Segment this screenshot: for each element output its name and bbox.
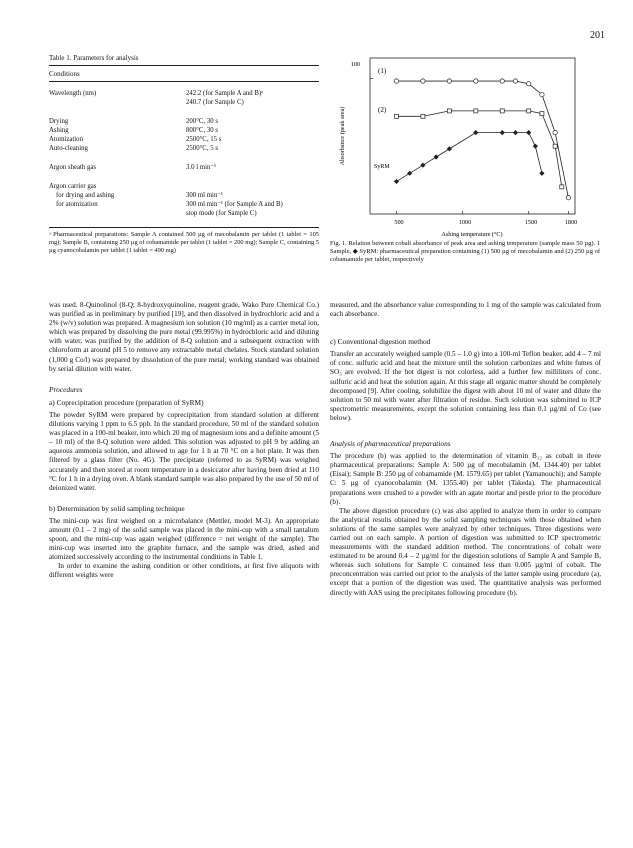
series-line-2 — [396, 111, 561, 187]
data-point — [394, 79, 398, 83]
x-tick-label: 1500 — [524, 219, 538, 226]
paragraph: The mini-cup was first weighed on a microbalance (Mettler, model M-3). An appropriate amount (0.1 – 2 mg) of the solid sample was placed in the mini-cup with a small tantalum spoon, and the mini-cup was again weighed (difference = net weight of the sample). The mini-cup was inserted into the graphite furnace, and the sample was dried, ashed and atomized successively according to the instrumental conditions in Table 1. — [49, 516, 319, 562]
paragraph: In order to examine the ashing condition or other conditions, at first five aliquots with different weights were — [49, 562, 319, 580]
data-point — [527, 109, 531, 113]
paragraph: The procedure (b) was applied to the determination of vitamin B₁₂ as cobalt in three pharmaceutical preparations: Sample A: 500 µg of mecobalamin (M. 1344.40) per tablet (Eisai); Sample B: 250 µg of cobamamide (M. 1579.65) per tablet (Yamanouchi); and Sample C: 5 µg of cyanocobalamin (M. 1355.40) per tablet (Takeda). The pharmaceutical preparations were crushed to a powder with an agate mortar and pestle prior to the procedure (b). — [330, 452, 601, 506]
data-point — [540, 92, 544, 96]
table-row-value: 200°C, 30 s — [186, 118, 218, 125]
data-point — [560, 185, 564, 189]
table-header: Conditions — [49, 70, 80, 78]
x-tick-label: 1800 — [564, 219, 578, 226]
y-tick-label: 100 — [350, 61, 360, 68]
table-top-rule — [49, 65, 319, 66]
table-caption: Table 1. Parameters for analysis — [49, 54, 139, 62]
data-point — [513, 130, 518, 135]
data-point — [474, 109, 478, 113]
table-row-label: Auto-cleaning — [49, 145, 88, 152]
curve-label-syrm: SyRM — [374, 164, 390, 170]
x-tick-label: 1000 — [458, 219, 472, 226]
figure-1-chart — [330, 52, 585, 242]
data-point — [394, 179, 399, 184]
data-point — [447, 109, 451, 113]
left-column — [49, 301, 319, 581]
data-point — [553, 144, 557, 148]
series-line-1 — [396, 81, 568, 198]
subsection-heading-c: c) Conventional digestion method — [330, 337, 431, 347]
data-point — [420, 163, 425, 168]
data-point — [533, 144, 538, 149]
table-row-label: Argon carrier gas — [49, 183, 97, 190]
table-bottom-rule — [49, 227, 319, 228]
table-row-value: stop mode (for Sample C) — [186, 210, 257, 217]
table-header-rule — [49, 81, 319, 82]
data-point — [407, 171, 412, 176]
section-heading-procedures: Procedures — [49, 384, 83, 394]
data-point — [500, 109, 504, 113]
subsection-heading-b: b) Determination by solid sampling technique — [49, 503, 185, 513]
data-point — [421, 114, 425, 118]
table-footnote: ᵃ Pharmaceutical preparations: Sample A contained 500 µg of mecobalamin per tablet (1 tablet = 105 mg); Sample B, containing 250 µg of cobamamide per tablet (1 tablet = 200 mg); Sample C, containing 5 µg cyanocobalamin per tablet (1 tablet = 490 mg) — [49, 231, 319, 254]
paragraph: Transfer an accurately weighed sample (0.5 – 1.0 g) into a 100-ml Teflon beaker, add 4 – 7 ml of conc. sulfuric acid and heat the mixture until the solution carbonizes and white fumes of SO₃ are evolved. If the hot digest is not colorless, add a further few milliliters of conc. sulfuric acid and heat the solution again. At this stage all organic matter should be completely decomposed [9]. After cooling, solubilize the digest with about 10 ml of water and dilute the solution to 50 ml with water after filtration of residue. Such solution was submitted to ICP spectrometric measurements, except the solution containing less than 0.1 µg/ml of Co (see below). — [330, 350, 601, 422]
x-axis-label: Ashing temperature (°C) — [441, 231, 503, 238]
data-point — [539, 171, 544, 176]
table-row-value: 240.7 (for Sample C) — [186, 99, 244, 106]
data-point — [526, 130, 531, 135]
table-row-value: 2500°C, 5 s — [186, 145, 218, 152]
table-row-value: 3.0 l min⁻¹ — [186, 164, 216, 171]
data-point — [500, 130, 505, 135]
x-tick-label: 500 — [394, 219, 404, 226]
table-row-label: Atomization — [49, 136, 83, 143]
series-line-3 — [396, 133, 541, 182]
table-row-label: Ashing — [49, 127, 69, 134]
data-point — [447, 79, 451, 83]
section-heading-analysis: Analysis of pharmaceutical preparations — [330, 439, 451, 449]
data-point — [513, 79, 517, 83]
y-axis-label: Absorbance (peak area) — [339, 106, 346, 166]
curve-label-1: (1) — [378, 67, 387, 75]
paragraph: The powder SyRM were prepared by coprecipitation from standard solution at different dilutions varying 1 ppm to 6.5 ppb. In the standard procedure, 50 ml of the standard solution was placed in a 100-ml beaker, into which 20 mg of magnesium ions and a definite amount (5 – 10 ml) of the 8-Q solution were added. This solution was adjusted to pH 9 by adding an aqueous ammonia solution, and allowed to age for 1 h at 70 °C on a hot plate. It was then filtered by a glass filter (No. 4G). The precipitate (referred to as SyRM) was weighed accurately and then stored at room temperature in a desiccator after having been dried at 110 °C for 1 h in a drying oven. A blank standard sample was also prepared by the use of 50 ml of deionized water. — [49, 410, 319, 492]
data-point — [553, 130, 557, 134]
table-row-label: Wavelength (nm) — [49, 90, 97, 97]
table-row-label: for atomization — [56, 201, 98, 208]
data-point — [566, 196, 570, 200]
paragraph: was used. 8-Quinolinol (8-Q; 8-hydroxyquinoline, reagent grade, Wako Pure Chemical Co.) was purified as in preliminary by purified [19], and then dissolved in hydrochloric acid and a 2% (w/v) solution was prepared. A magnesium ion solution (10 mg/ml) as a carrier metal ion, which was prepared by dissolving the pure metal (99.995%) in hydrochloric acid and diluting with water, was purified by the addition of 8-Q solution and a subsequent extraction with chloroform at around pH 5 to remove any extractable metal chelates. Stock standard solution (1,000 g Co/l) was prepared by dissolution of the pure metal; working standard was obtained by serial dilution with water. — [49, 301, 319, 373]
data-point — [540, 112, 544, 116]
table-row-value: 2500°C, 15 s — [186, 136, 222, 143]
table-row-value: 242.2 (for Sample A and B)ᵃ — [186, 90, 263, 97]
curve-label-2: (2) — [378, 106, 387, 114]
table-row-value: 800°C, 30 s — [186, 127, 218, 134]
table-row-label: Argon sheath gas — [49, 164, 97, 171]
table-row-label: Drying — [49, 118, 69, 125]
data-point — [473, 130, 478, 135]
table-row-label: for drying and ashing — [56, 192, 115, 199]
right-column — [330, 301, 601, 598]
data-point — [500, 79, 504, 83]
subsection-heading-a: a) Coprecipitation procedure (preparation of SyRM) — [49, 397, 204, 407]
table-row-value: 300 ml min⁻¹ — [186, 192, 223, 199]
data-point — [434, 154, 439, 159]
table-row-value: 300 ml min⁻¹ (for Sample A and B) — [186, 201, 283, 208]
page-number: 201 — [590, 30, 605, 41]
data-point — [527, 82, 531, 86]
figure-caption: Fig. 1. Relation between cobalt absorbance of peak area and ashing temperature (sample mass 50 µg). 1 Sample, ◆ SyRM: pharmaceutical preparation containing (1) 500 µg of mecobalamin and (2) 250 µg of cobamamide per tablet, respectively — [330, 240, 600, 263]
data-point — [447, 146, 452, 151]
data-point — [474, 79, 478, 83]
paragraph: The above digestion procedure (c) was also applied to analyze them in order to compare the analytical results obtained by the solid sampling techniques with those obtained when solutions of the same samples were analyzed by other techniques. Three digestions were carried out on each sample. A portion of digestion was submitted to ICP spectrometric measurements with the standard addition method. The concentrations of cobalt were estimated to be around 0.4 – 2 µg/ml for the digestion solutions of Sample A and Sample B, whereas such solutions for Sample C contained less than 0.005 µg/ml of cobalt. The preconcentration was carried out prior to the analysis of the latter sample using procedure (a), except that a portion of the digestion was used. The quantitative analysis was performed directly with AAS using the precipitates following procedure (b). — [330, 506, 601, 597]
data-point — [394, 114, 398, 118]
paragraph: measured, and the absorbance value corresponding to 1 mg of the sample was calculated from each absorbance. — [330, 301, 601, 319]
data-point — [421, 79, 425, 83]
